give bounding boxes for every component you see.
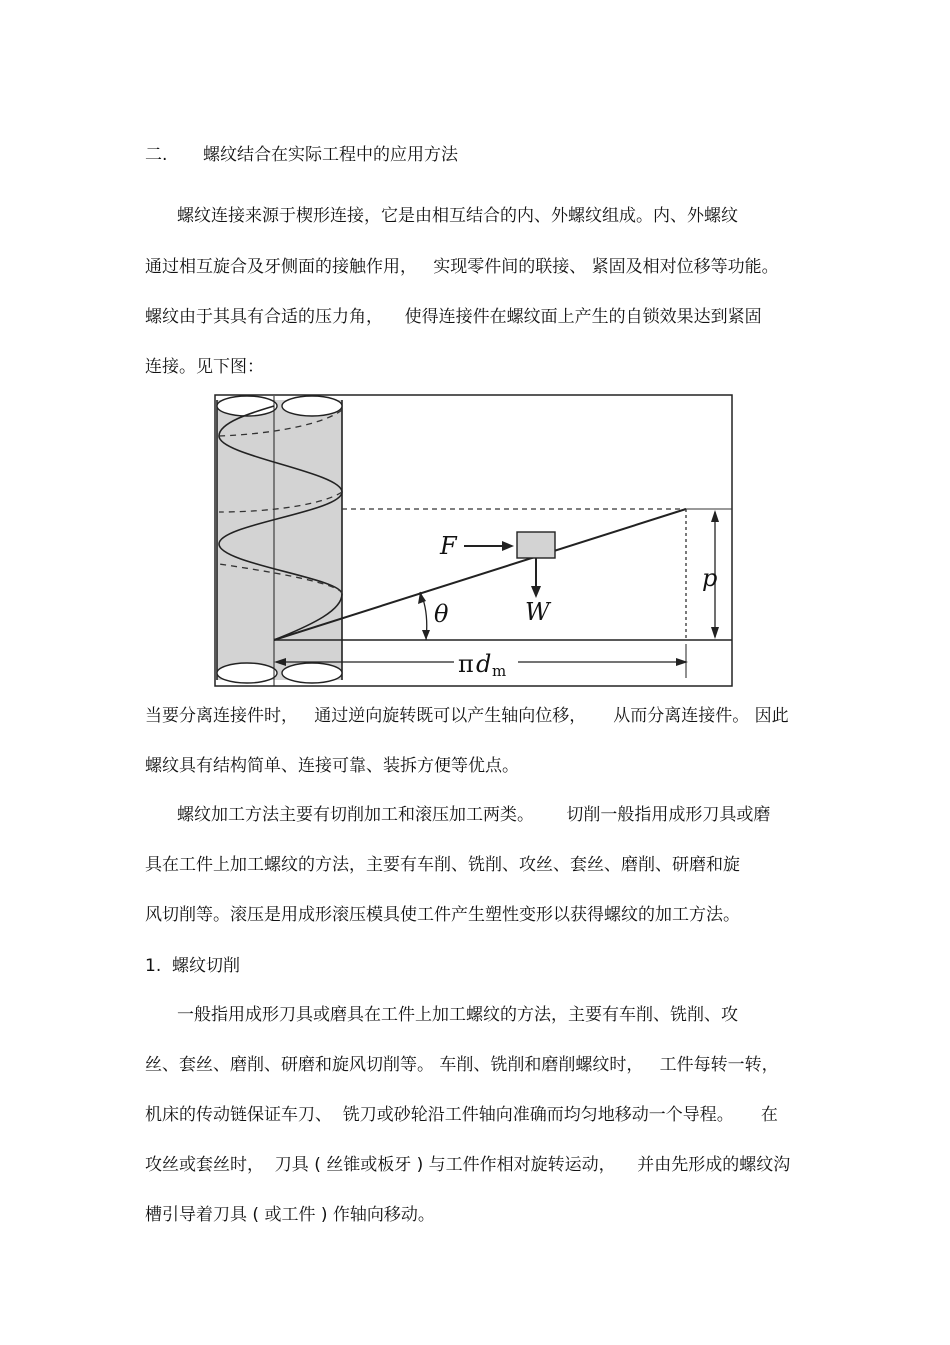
- circumference-pi: π: [458, 650, 474, 678]
- paragraph-line: 当要分离连接件时， 通过逆向旋转既可以产生轴向位移， 从而分离连接件。 因此: [145, 706, 789, 726]
- paragraph-line: 螺纹连接来源于楔形连接，它是由相互结合的内、外螺纹组成。内、外螺纹: [177, 206, 738, 226]
- paragraph-line: 攻丝或套丝时， 刀具 ( 丝锥或板牙 ) 与工件作相对旋转运动， 并由先形成的螺纹沟: [145, 1155, 791, 1175]
- cylinder-bottom-left: [217, 663, 277, 683]
- paragraph-line: 螺纹由于其具有合适的压力角， 使得连接件在螺纹面上产生的自锁效果达到紧固: [145, 307, 762, 327]
- subsection-number: 1.: [145, 956, 162, 976]
- paragraph-line: 一般指用成形刀具或磨具在工件上加工螺纹的方法，主要有车削、铣削、攻: [177, 1005, 738, 1025]
- circumference-sub: m: [492, 662, 507, 680]
- paragraph-line: 丝、套丝、磨削、研磨和旋风切削等。 车削、铣削和磨削螺纹时， 工件每转一转，: [145, 1055, 779, 1075]
- subsection-title: 螺纹切削: [172, 956, 240, 976]
- angle-label: θ: [434, 600, 449, 628]
- section-number: 二.: [145, 145, 168, 165]
- load-block: [517, 532, 555, 558]
- cylinder-bottom-right: [282, 663, 342, 683]
- paragraph-line: 螺纹具有结构简单、连接可靠、装拆方便等优点。: [145, 756, 519, 776]
- paragraph-line: 机床的传动链保证车刀、 铣刀或砂轮沿工件轴向准确而均匀地移动一个导程。 在: [145, 1105, 778, 1125]
- pitch-label: p: [702, 564, 718, 592]
- circumference-d: d: [476, 650, 492, 678]
- paragraph-line: 风切削等。滚压是用成形滚压模具使工件产生塑性变形以获得螺纹的加工方法。: [145, 905, 740, 925]
- cylinder-top-right: [282, 396, 342, 416]
- section-title: 螺纹结合在实际工程中的应用方法: [203, 145, 458, 165]
- weight-label: W: [525, 598, 550, 626]
- paragraph-line: 槽引导着刀具 ( 或工件 ) 作轴向移动。: [145, 1205, 435, 1225]
- thread-incline-figure: [214, 394, 734, 688]
- paragraph-line: 具在工件上加工螺纹的方法，主要有车削、铣削、攻丝、套丝、磨削、研磨和旋: [145, 855, 740, 875]
- paragraph-line: 连接。见下图：: [145, 357, 264, 377]
- paragraph-line: 通过相互旋合及牙侧面的接触作用， 实现零件间的联接、 紧固及相对位移等功能。: [145, 257, 779, 277]
- force-label: F: [440, 532, 457, 560]
- cylinder-top-left: [217, 396, 277, 416]
- paragraph-line: 螺纹加工方法主要有切削加工和滚压加工两类。 切削一般指用成形刀具或磨: [177, 805, 771, 825]
